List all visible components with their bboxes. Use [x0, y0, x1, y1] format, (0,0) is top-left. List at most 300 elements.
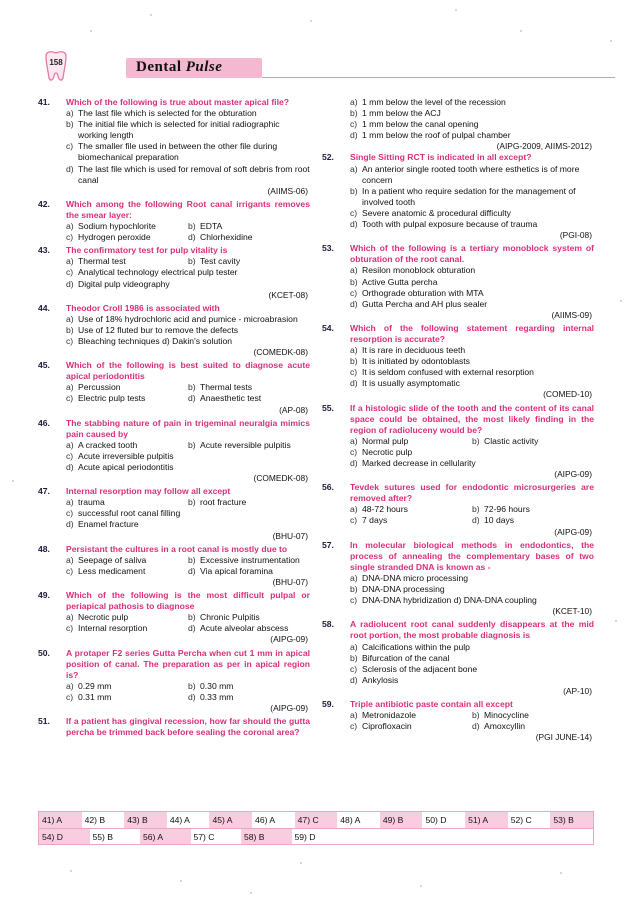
option-text: EDTA — [200, 221, 223, 232]
option-text: Ankylosis — [362, 674, 399, 685]
option-letter: c) — [66, 141, 74, 152]
answer-option — [350, 367, 594, 378]
speckle — [180, 880, 182, 882]
speckle — [300, 862, 302, 864]
answer-cell: 49) B — [380, 812, 423, 828]
question-number: 51. — [38, 716, 50, 727]
option-letter: b) — [350, 584, 358, 595]
question-text: If a patient has gingival recession, how far should the gutta percha be trimmed back before sealing the coronal area? — [66, 716, 310, 738]
option-letter: a) — [66, 612, 74, 623]
question-item — [38, 648, 310, 715]
speckle — [560, 872, 562, 874]
question-source: (PGI JUNE-14) — [535, 732, 592, 743]
option-letter: d) — [66, 278, 74, 289]
speckle — [520, 30, 522, 32]
option-text: Bifurcation of the canal — [362, 652, 450, 663]
question-number: 56. — [322, 482, 334, 493]
option-letter: a) — [66, 256, 74, 267]
answer-option — [350, 584, 594, 595]
option-pair-row — [350, 515, 594, 526]
header-rule — [262, 77, 615, 78]
option-pair-row — [66, 382, 310, 393]
answer-option — [66, 508, 310, 519]
option-letter: d) — [188, 623, 196, 634]
option-letter: b) — [188, 680, 196, 691]
answer-option — [350, 436, 472, 447]
question-item — [38, 360, 310, 415]
option-letter: d) — [350, 298, 358, 309]
answer-option — [350, 186, 594, 208]
answer-option — [66, 232, 188, 243]
option-text: The last file which is used for removal of soft debris from root canal — [78, 163, 310, 185]
option-text: Metronidazole — [362, 710, 416, 721]
answer-option — [472, 504, 594, 515]
answer-option — [66, 393, 188, 404]
option-pair-row — [66, 393, 310, 404]
question-text: Triple antibiotic paste contain all except — [350, 698, 513, 709]
option-text: Electric pulp tests — [78, 393, 146, 404]
right-questions — [322, 152, 594, 743]
question-head — [322, 403, 594, 436]
speckle — [455, 9, 457, 11]
option-text: Chronic Pulpitis — [200, 612, 260, 623]
answer-cell: 56) A — [140, 829, 191, 844]
option-text: Enamel fracture — [78, 519, 139, 530]
question-source: (COMED-10) — [543, 389, 592, 400]
answer-option — [188, 692, 310, 703]
question-item — [38, 97, 310, 197]
answer-option — [350, 288, 594, 299]
answer-option — [472, 710, 594, 721]
option-text: Resilon monoblock obturation — [362, 265, 476, 276]
option-letter: d) — [350, 378, 358, 389]
option-text: Use of 18% hydrochloric acid and pumice - microabrasion — [78, 313, 298, 324]
option-text: Marked decrease in cellularity — [362, 458, 476, 468]
option-text: Hydrogen peroxide — [78, 232, 151, 243]
option-letter: c) — [66, 232, 74, 243]
answer-cell: 42) B — [82, 812, 125, 828]
speckle — [250, 892, 252, 894]
option-text: Thermal tests — [200, 382, 253, 393]
option-letter: d) — [350, 130, 358, 141]
option-letter: d) — [472, 515, 480, 526]
question-options — [322, 345, 594, 389]
question-item — [322, 403, 594, 481]
question-head — [322, 540, 594, 573]
brand-word-italic: Pulse — [185, 59, 223, 75]
speckle — [610, 40, 612, 42]
answer-option — [350, 378, 594, 389]
question-text: Persistant the cultures in a root canal is mostly due to — [66, 543, 288, 554]
option-letter: c) — [350, 367, 358, 378]
question-number: 41. — [38, 97, 50, 107]
option-letter: c) — [66, 335, 74, 346]
answer-cell: 55) B — [90, 829, 141, 844]
option-letter: b) — [188, 497, 196, 508]
answer-option — [350, 97, 594, 108]
question-options — [38, 440, 310, 473]
question-number: 55. — [322, 402, 334, 413]
question-options — [38, 314, 310, 347]
answer-option — [66, 325, 310, 336]
option-letter: b) — [350, 652, 358, 663]
answer-option — [350, 664, 594, 675]
option-text: The initial file which is selected for initial radiographic working length — [78, 119, 280, 141]
question-text: Which of the following statement regarding internal resorption is accurate? — [350, 322, 594, 344]
option-letter: c) — [350, 119, 358, 130]
option-letter: b) — [188, 221, 196, 232]
option-text: DNA-DNA processing — [362, 584, 445, 595]
answer-option — [66, 382, 188, 393]
option-pair-row — [66, 221, 310, 232]
question-item — [38, 418, 310, 485]
question-source: (BHU-07) — [272, 530, 308, 541]
page-header — [30, 50, 615, 82]
question-item — [322, 619, 594, 697]
question-head — [322, 152, 594, 163]
question-number: 57. — [322, 539, 334, 550]
option-letter: a) — [350, 265, 358, 276]
question-text: Tevdek sutures used for endodontic microsurgeries are removed after? — [350, 482, 594, 504]
option-pair-row — [350, 721, 594, 732]
question-head — [38, 97, 310, 108]
option-pair-row — [66, 440, 310, 451]
answer-option — [188, 440, 310, 451]
question-number: 58. — [322, 619, 334, 630]
speckle — [310, 20, 312, 22]
answer-option — [350, 119, 594, 130]
answer-cell: 51) A — [465, 812, 508, 828]
answer-cell: 53) B — [550, 812, 593, 828]
option-text: Seepage of saliva — [78, 554, 147, 565]
option-text: Calcifications within the pulp — [362, 641, 470, 652]
question-head — [38, 648, 310, 681]
question-text: Internal resorption may follow all except — [66, 486, 231, 497]
answer-option — [350, 356, 594, 367]
option-letter: d) — [350, 458, 358, 468]
option-text: Internal resorption — [78, 623, 148, 634]
option-text: Anaesthetic test — [200, 393, 262, 404]
question-source: (COMEDK-08) — [253, 347, 308, 358]
option-pair-row — [66, 566, 310, 577]
option-letter: d) — [188, 565, 196, 576]
answer-option — [350, 299, 594, 310]
question-number: 46. — [38, 417, 50, 428]
question-text: Which of the following is best suited to diagnose acute apical periodontitis — [66, 360, 310, 382]
option-text: Normal pulp — [362, 435, 409, 446]
answer-option — [66, 440, 188, 451]
option-text: 0.29 mm — [78, 680, 112, 691]
option-letter: b) — [188, 439, 196, 450]
answer-option — [350, 345, 594, 356]
question-source: (AIPG-09) — [554, 526, 592, 537]
question-head — [322, 482, 594, 504]
option-text: 48-72 hours — [362, 504, 408, 515]
question-text: Which of the following is true about master apical file? — [66, 97, 289, 107]
option-letter: b) — [350, 276, 358, 287]
option-text: 1 mm below the roof of pulpal chamber — [362, 130, 511, 141]
answer-cell: 58) B — [241, 829, 292, 844]
answer-option — [350, 277, 594, 288]
answer-option — [66, 519, 310, 530]
question-options — [322, 642, 594, 686]
answer-cell: 41) A — [39, 812, 82, 828]
q51-options-continued — [322, 97, 594, 141]
answer-option — [66, 164, 310, 186]
answer-option — [350, 675, 594, 686]
answer-option — [188, 612, 310, 623]
question-source: (AP-10) — [563, 685, 592, 696]
option-letter: b) — [188, 256, 196, 267]
option-text: It is initiated by odontoblasts — [362, 356, 470, 367]
question-item — [38, 716, 310, 738]
option-letter: d) — [188, 691, 196, 702]
option-text: 0.31 mm — [78, 691, 112, 702]
option-text: Less medicament — [78, 565, 146, 576]
option-text: Via apical foramina — [200, 565, 273, 576]
option-text: Clastic activity — [484, 435, 539, 446]
answer-option — [350, 208, 594, 219]
question-number: 52. — [322, 152, 334, 163]
question-options — [38, 256, 310, 289]
option-letter: a) — [350, 504, 358, 515]
question-head — [322, 699, 594, 710]
question-options — [38, 555, 310, 577]
option-text: 7 days — [362, 515, 388, 526]
question-text: The confirmatory test for pulp vitality is — [66, 245, 228, 256]
option-letter: b) — [350, 356, 358, 367]
question-head — [38, 418, 310, 440]
answer-option — [188, 555, 310, 566]
question-item — [322, 540, 594, 618]
question-head — [38, 716, 310, 738]
question-source: (AP-08) — [279, 404, 308, 415]
question-number: 53. — [322, 243, 334, 254]
option-letter: c) — [66, 623, 74, 634]
option-letter: a) — [350, 97, 358, 107]
answer-option — [188, 232, 310, 243]
answer-cell: 54) D — [39, 829, 90, 844]
option-text: Sodium hypochlorite — [78, 221, 156, 232]
option-letter: a) — [350, 641, 358, 652]
question-text: Which among the following Root canal irrigants removes the smear layer: — [66, 198, 310, 220]
question-source: (KCET-10) — [552, 606, 592, 617]
option-letter: b) — [350, 185, 358, 196]
option-letter: b) — [472, 710, 480, 721]
option-letter: b) — [188, 554, 196, 565]
answer-cell: 46) A — [252, 812, 295, 828]
option-text: It is rare in deciduous teeth — [362, 345, 466, 356]
option-text: A cracked tooth — [78, 439, 138, 450]
answer-cell: 47) C — [295, 812, 338, 828]
option-letter: b) — [188, 382, 196, 393]
option-pair-row — [66, 555, 310, 566]
answer-option — [66, 566, 188, 577]
answer-option — [188, 623, 310, 634]
option-letter: b) — [66, 119, 74, 130]
option-text: DNA-DNA hybridization d) DNA-DNA coupling — [362, 595, 537, 606]
question-number: 49. — [38, 590, 50, 601]
option-text: Acute apical periodontitis — [78, 462, 174, 472]
option-text: Acute reversible pulpitis — [200, 439, 291, 450]
answer-option — [350, 265, 594, 276]
option-text: DNA-DNA micro processing — [362, 572, 469, 583]
question-head — [38, 486, 310, 497]
question-head — [38, 590, 310, 612]
answer-option — [350, 130, 594, 141]
option-pair-row — [66, 497, 310, 508]
question-text: The stabbing nature of pain in trigeminal neuralgia mimics pain caused by — [66, 417, 310, 439]
answer-option — [350, 108, 594, 119]
option-letter: c) — [66, 393, 74, 404]
option-letter: c) — [66, 450, 74, 461]
option-letter: c) — [350, 663, 358, 674]
option-text: Excessive instrumentation — [200, 554, 300, 565]
option-letter: a) — [350, 710, 358, 721]
option-text: An anterior single rooted tooth where esthetics is of more concern — [362, 163, 580, 185]
option-text: Bleaching techniques d) Dakin's solution — [78, 335, 233, 346]
question-number: 43. — [38, 245, 50, 256]
option-text: Acute irreversible pulpitis — [78, 450, 174, 461]
question-item — [322, 482, 594, 537]
question-number: 42. — [38, 198, 50, 209]
option-text: Digital pulp videography — [78, 278, 170, 289]
question-item — [38, 544, 310, 588]
question-item — [38, 199, 310, 243]
option-letter: d) — [350, 674, 358, 685]
option-pair-row — [66, 623, 310, 634]
option-letter: b) — [472, 435, 480, 446]
option-letter: a) — [66, 680, 74, 691]
speckle — [150, 14, 152, 16]
question-number: 50. — [38, 647, 50, 658]
option-text: It is usually asymptomatic — [362, 378, 460, 389]
option-letter: c) — [350, 721, 358, 732]
option-letter: d) — [66, 519, 74, 530]
question-item — [38, 303, 310, 358]
question-options — [322, 164, 594, 231]
option-pair-row — [66, 232, 310, 243]
option-text: 1 mm below the level of the recession — [362, 97, 506, 107]
answer-cell: 44) A — [167, 812, 210, 828]
question-head — [322, 243, 594, 265]
question-options — [38, 681, 310, 703]
question-item — [322, 152, 594, 241]
brand-banner — [126, 58, 262, 78]
answer-option — [350, 504, 472, 515]
question-text: If a histologic slide of the tooth and the content of its canal space could be obtained, the most likely finding in the region of radioluceny would be? — [350, 402, 594, 435]
question-source: (AIPG-2009, AIIMS-2012) — [496, 141, 592, 152]
answer-cell: 59) D — [292, 829, 343, 844]
question-source: (AIPG-09) — [554, 469, 592, 480]
option-text: Test cavity — [200, 256, 241, 267]
answer-option — [350, 458, 594, 469]
question-options — [322, 436, 594, 469]
question-item — [38, 590, 310, 645]
answer-option — [188, 497, 310, 508]
question-item — [38, 486, 310, 541]
option-letter: b) — [66, 324, 74, 335]
question-text: A radiolucent root canal suddenly disappears at the mid root portion, the most probable diagnosis is — [350, 619, 594, 641]
option-letter: d) — [66, 462, 74, 472]
question-number: 47. — [38, 486, 50, 497]
answer-cell: 52) C — [508, 812, 551, 828]
option-letter: d) — [188, 232, 196, 243]
question-source: (PGI-08) — [559, 230, 592, 241]
answer-option — [66, 314, 310, 325]
answer-cell: 45) A — [209, 812, 252, 828]
speckle — [70, 870, 72, 872]
option-text: The last file which is selected for the obturation — [78, 108, 257, 119]
answer-cell: 57) C — [191, 829, 242, 844]
answer-option — [66, 623, 188, 634]
question-text: Which of the following is the most difficult pulpal or periapical pathosis to diagnose — [66, 590, 310, 612]
question-options — [322, 573, 594, 606]
option-text: The smaller file used in between the other file during biomechanical preparation — [78, 141, 278, 163]
answer-option — [350, 164, 594, 186]
question-source: (AIIMS-09) — [551, 309, 592, 320]
answer-option — [472, 515, 594, 526]
option-letter: c) — [350, 446, 358, 457]
question-options — [322, 710, 594, 732]
question-number: 54. — [322, 322, 334, 333]
answer-option — [350, 219, 594, 230]
option-text: Minocycline — [484, 710, 529, 721]
option-text: successful root canal filling — [78, 508, 181, 519]
option-text: 10 days — [484, 515, 515, 526]
question-head — [322, 619, 594, 641]
answer-option — [350, 653, 594, 664]
option-letter: a) — [66, 313, 74, 324]
option-pair-row — [350, 710, 594, 721]
option-text: Sclerosis of the adjacent bone — [362, 663, 478, 674]
question-text: In molecular biological methods in endodontics, the process of annealing the complementary bases of two single stranded DNA is known as - — [350, 539, 594, 572]
option-letter: a) — [350, 345, 358, 356]
answer-row — [39, 812, 593, 828]
answer-option — [188, 393, 310, 404]
option-text: Active Gutta percha — [362, 276, 438, 287]
option-letter: b) — [188, 612, 196, 623]
answer-option — [66, 462, 310, 473]
speckle — [420, 885, 422, 887]
question-item — [322, 699, 594, 743]
option-text: root fracture — [200, 497, 247, 508]
option-letter: c) — [66, 267, 74, 278]
option-text: Thermal test — [78, 256, 126, 267]
answer-option — [188, 221, 310, 232]
question-options — [38, 497, 310, 530]
option-text: Necrotic pulp — [362, 446, 413, 457]
option-text: 0.33 mm — [200, 691, 234, 702]
answer-option — [66, 141, 310, 163]
question-options — [38, 382, 310, 404]
answer-option — [350, 710, 472, 721]
answer-option — [66, 451, 310, 462]
question-options — [38, 221, 310, 243]
option-letter: c) — [66, 691, 74, 702]
question-number: 45. — [38, 360, 50, 371]
question-text: Single Sitting RCT is indicated in all except? — [350, 152, 532, 163]
option-letter: c) — [350, 207, 358, 218]
option-text: Orthograde obturation with MTA — [362, 287, 484, 298]
option-letter: a) — [66, 554, 74, 565]
option-text: Analytical technology electrical pulp tester — [78, 267, 238, 278]
answer-option — [350, 642, 594, 653]
answer-option — [188, 256, 310, 267]
option-letter: a) — [66, 439, 74, 450]
option-text: Tooth with pulpal exposure because of trauma — [362, 219, 538, 230]
answer-option — [66, 497, 188, 508]
